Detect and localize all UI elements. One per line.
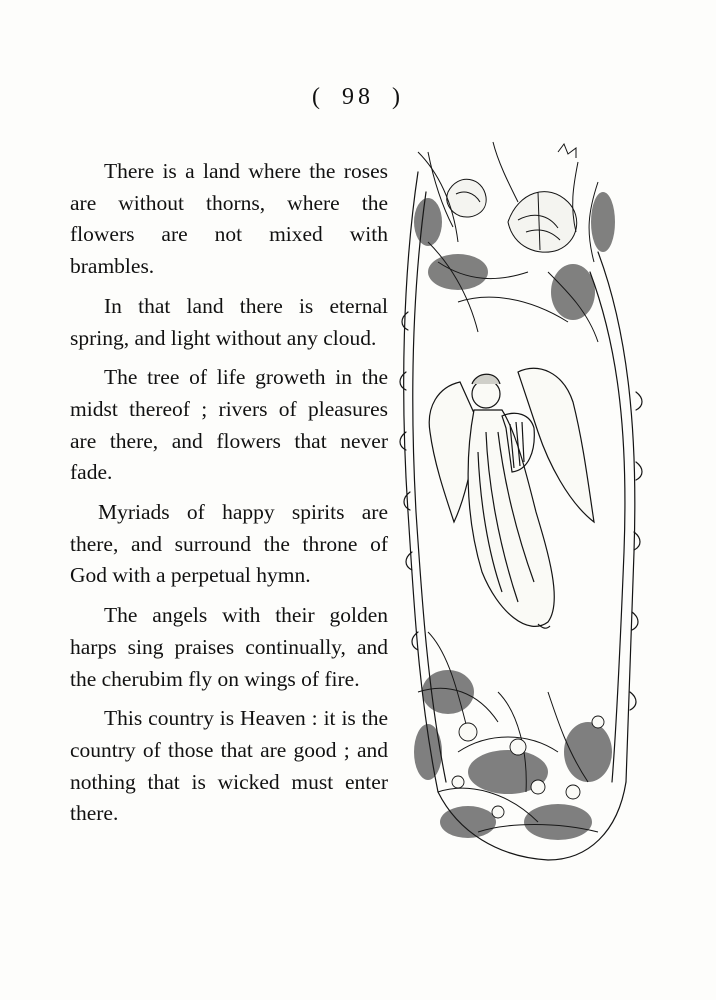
angel-illustration bbox=[398, 132, 650, 868]
paragraph-land-of-roses: There is a land where the roses are without thorns, where the flowers are not mixed with brambles. bbox=[70, 159, 388, 279]
page-number-close-paren: ) bbox=[392, 84, 404, 110]
body-text bbox=[70, 156, 388, 838]
page-number-value: 98 bbox=[342, 84, 374, 110]
paragraph-eternal-spring: In that land there is eternal spring, and light without any cloud. bbox=[70, 293, 388, 350]
paragraph-heaven: This country is Heaven : it is the country of those that are good ; and nothing that is wicked must enter there. bbox=[70, 706, 388, 826]
paragraph-happy-spirits: Myriads of happy spirits are there, and surround the throne of God with a perpetual hymn. bbox=[70, 500, 388, 588]
paragraph-tree-of-life: The tree of life groweth in the midst thereof ; rivers of pleasures are there, and flowers that never fade. bbox=[70, 365, 388, 485]
page-number bbox=[0, 84, 716, 111]
page-number-open-paren: ( bbox=[312, 84, 324, 110]
paragraph-angels-harps: The angels with their golden harps sing praises continually, and the cherubim fly on wings of fire. bbox=[70, 603, 388, 691]
